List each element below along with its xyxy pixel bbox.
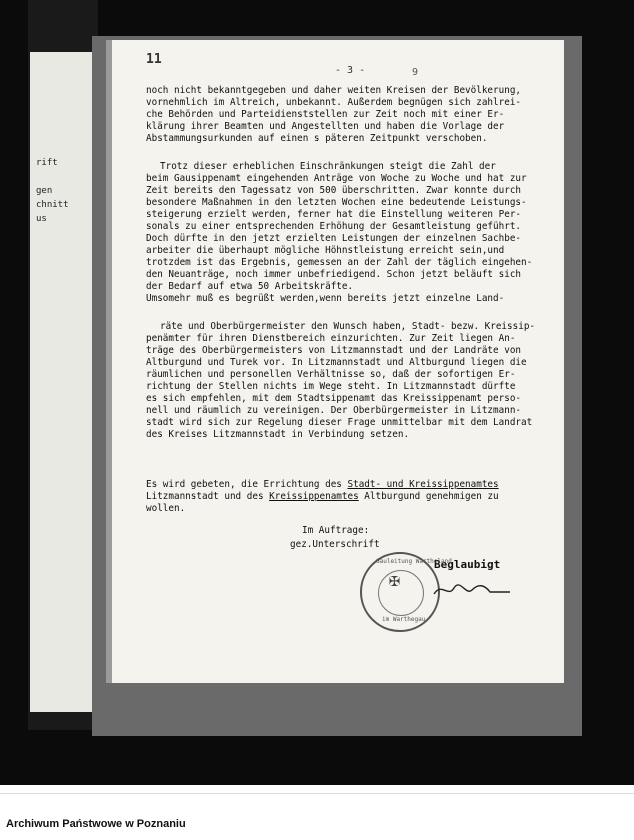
body-line: Abstammungsurkunden auf einen s päteren Zeitpunkt verschoben. [146,133,488,144]
body-line: nell und räumlich zu vereinigen. Der Oberbürgermeister in Litzmann- [146,405,522,416]
folio-number: 11 [146,52,162,67]
archive-footer [0,785,634,840]
body-line: Doch dürfte in den jetzt erzielten Leistungen der einzelnen Sachbe- [146,233,522,244]
beglaubigt-label: Beglaubigt [434,558,501,571]
body-line: besondere Maßnahmen in den letzten Wochen eine bedeutende Leistungs- [146,197,527,208]
back-page-line: chnitt [36,200,69,210]
body-line: Zeit bereits den Tagessatz von 500 überschritten. Zwar konnte durch [146,185,522,196]
body-line: richtung der Stellen nichts im Wege steht. In Litzmannstadt dürfte [146,381,516,392]
closing-line-3: wollen. [146,503,186,514]
body-line: des Kreises Litzmannstadt in Verbindung setzen. [146,429,410,440]
body-line: der Bedarf auf etwa 50 Arbeitskräfte. [146,281,354,292]
body-line: stadt wird sich zur Regelung dieser Frage unmittelbar mit dem Landrat [146,417,533,428]
body-line: steigerung erzielt werden, ferner hat die Einstellung weiteren Per- [146,209,522,220]
seal-ring-text: Gauleitung Wartheland [376,558,452,565]
back-page-line: gen [36,186,53,196]
body-line: vornehmlich im Altreich, unbekannt. Außerdem begnügen sich zahlrei- [146,97,522,108]
body-line: Trotz dieser erheblichen Einschränkungen steigt die Zahl der [160,161,496,172]
body-line: räte und Oberbürgermeister den Wunsch haben, Stadt- bezw. Kreissip- [160,321,536,332]
page-mark: 9 [412,67,419,78]
closing-text: Litzmannstadt und des [146,491,270,502]
body-line: Altburgund und Turek vor. In Litzmannstadt und Altburgund liegen die [146,357,527,368]
body-line: es sich empfehlen, mit dem Stadtsippenamt das Kreissippenamt perso- [146,393,522,404]
underlined-text: Stadt- und Kreissippenamtes [347,479,499,490]
back-page-line: us [36,214,47,224]
body-line: trotzdem ist das Ergebnis, gemessen an der Zahl der täglich eingehen- [146,257,533,268]
seal-inner-ring [378,570,424,616]
page-number: - 3 - [335,65,366,76]
footer-divider [0,793,634,794]
eagle-icon: ✠ [389,570,400,591]
closing-text: Altburgund genehmigen zu [358,491,499,502]
body-line: räumlichen und personellen Verhältnisse so, daß der sofortigen Er- [146,369,516,380]
handwritten-signature [432,580,512,600]
body-line: klärung ihrer Beamten und Angestellten und haben die Vorlage der [146,121,505,132]
body-line: Umsomehr muß es begrüßt werden,wenn bereits jetzt einzelne Land- [146,293,505,304]
back-page-line: rift [36,158,58,168]
body-line: sonals zu einer entsprechenden Erhöhung der Gesamtleistung geführt. [146,221,522,232]
seal-bottom-text: im Warthegau [382,616,426,623]
body-line: penämter für ihren Dienstbereich einzurichten. Zur Zeit liegen An- [146,333,516,344]
body-line: che Behörden und Parteidienststellen zur Zeit noch mit einer Er- [146,109,505,120]
body-line: noch nicht bekanntgegeben und daher weiten Kreisen der Bevölkerung, [146,85,522,96]
body-line: träge des Oberbürgermeisters von Litzmannstadt und der Landräte von [146,345,522,356]
archive-name: Archiwum Państwowe w Poznaniu [6,818,186,830]
body-line: arbeiter die überhaupt mögliche Höhnstleistung erreicht sein,und [146,245,505,256]
body-line: den Neuanträge, noch immer unbefriedigend. Schon jetzt beläuft sich [146,269,522,280]
closing-text: Es wird gebeten, die Errichtung des [146,479,348,490]
in-auftrage: Im Auftrage: [302,525,370,536]
gez-unterschrift: gez.Unterschrift [290,539,380,550]
official-seal [360,552,452,632]
underlined-text: Kreissippenamtes [269,491,359,502]
body-line: beim Gausippenamt eingehenden Anträge von Woche zu Woche und hat zur [146,173,527,184]
closing-line-1 [146,480,499,490]
closing-line-2 [146,492,499,502]
